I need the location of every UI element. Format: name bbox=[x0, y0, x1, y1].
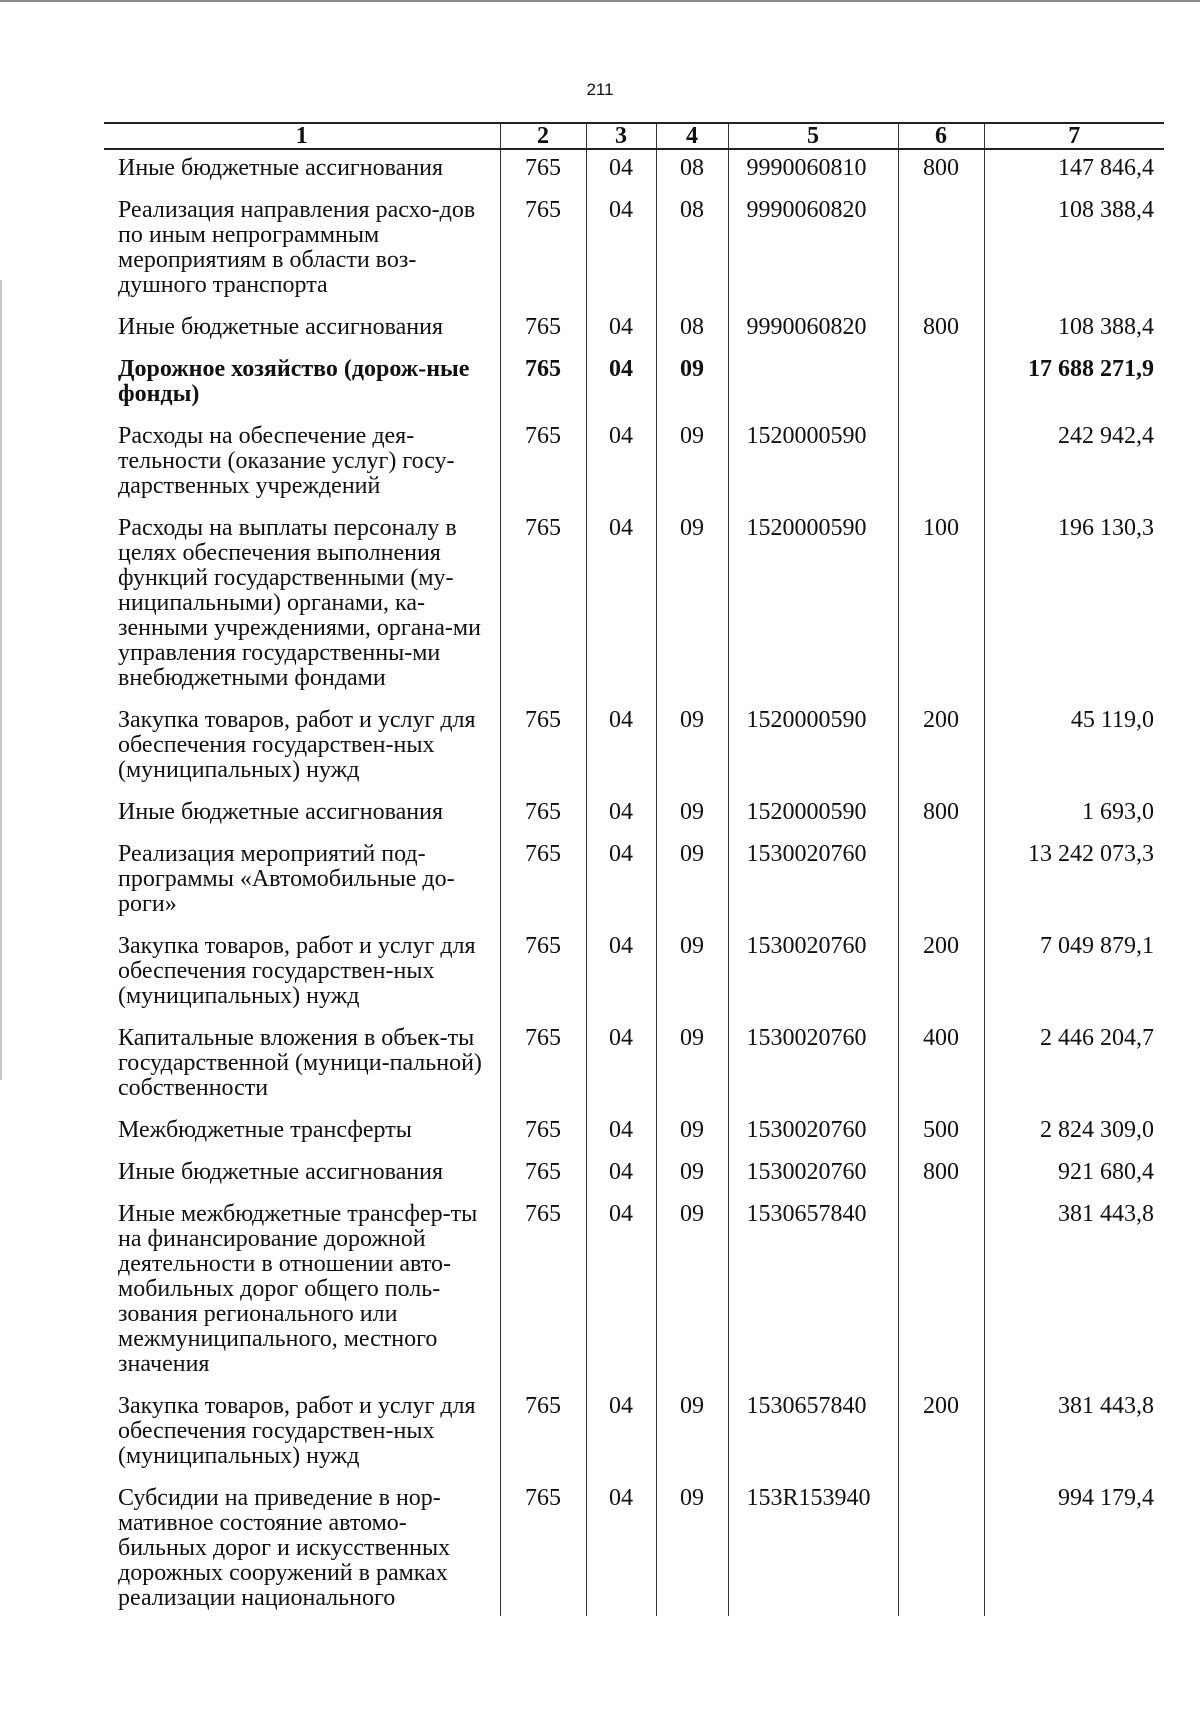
amount-cell: 381 443,8 bbox=[984, 1382, 1164, 1474]
expense-name-cell: Закупка товаров, работ и услуг для обеспечения государствен-ных (муниципальных) нужд bbox=[118, 707, 476, 783]
scan-edge-mark bbox=[0, 280, 2, 1080]
subsection-code-cell: 08 bbox=[656, 149, 728, 186]
expense-type-cell: 800 bbox=[898, 303, 984, 345]
expense-name-cell: Расходы на обеспечение дея-тельности (оказание услуг) госу-дарственных учреждений bbox=[118, 423, 455, 499]
expense-type-cell: 100 bbox=[898, 504, 984, 696]
column-header: 6 bbox=[898, 123, 984, 149]
ministry-code-cell: 765 bbox=[500, 696, 586, 788]
expense-type-cell: 800 bbox=[898, 149, 984, 186]
expense-name-cell: Закупка товаров, работ и услуг для обеспечения государствен-ных (муниципальных) нужд bbox=[118, 933, 476, 1009]
table-row bbox=[104, 1474, 1164, 1616]
expense-type-cell: 400 bbox=[898, 1014, 984, 1106]
expense-type-cell bbox=[898, 830, 984, 922]
ministry-code-cell: 765 bbox=[500, 504, 586, 696]
subsection-code-cell: 08 bbox=[656, 303, 728, 345]
section-code-cell: 04 bbox=[586, 1106, 656, 1148]
ministry-code-cell: 765 bbox=[500, 149, 586, 186]
table-row bbox=[104, 186, 1164, 303]
subsection-code-cell: 09 bbox=[656, 1148, 728, 1190]
target-article-cell: 1520000590 bbox=[728, 696, 898, 788]
table-row bbox=[104, 1014, 1164, 1106]
page-number: 211 bbox=[586, 80, 614, 99]
expense-name-cell: Закупка товаров, работ и услуг для обеспечения государствен-ных (муниципальных) нужд bbox=[118, 1393, 476, 1469]
section-code-cell: 04 bbox=[586, 1148, 656, 1190]
target-article-cell: 153R153940 bbox=[728, 1474, 898, 1616]
column-header: 5 bbox=[728, 123, 898, 149]
subsection-code-cell: 09 bbox=[656, 788, 728, 830]
target-article-cell: 1530657840 bbox=[728, 1190, 898, 1382]
ministry-code-cell: 765 bbox=[500, 788, 586, 830]
table-row bbox=[104, 303, 1164, 345]
amount-cell: 2 446 204,7 bbox=[984, 1014, 1164, 1106]
expense-name-cell: Иные бюджетные ассигнования bbox=[118, 1159, 443, 1185]
expense-name-cell: Субсидии на приведение в нор-мативное состояние автомо-бильных дорог и искусственных дорожных сооружений в рамках реализации национального bbox=[118, 1485, 451, 1611]
section-code-cell: 04 bbox=[586, 696, 656, 788]
expense-type-cell bbox=[898, 345, 984, 412]
amount-cell: 921 680,4 bbox=[984, 1148, 1164, 1190]
section-code-cell: 04 bbox=[586, 1190, 656, 1382]
target-article-cell: 9990060810 bbox=[728, 149, 898, 186]
section-code-cell: 04 bbox=[586, 1014, 656, 1106]
column-header: 7 bbox=[984, 123, 1164, 149]
ministry-code-cell: 765 bbox=[500, 1148, 586, 1190]
table-row bbox=[104, 830, 1164, 922]
column-header: 1 bbox=[104, 123, 500, 149]
section-code-cell: 04 bbox=[586, 186, 656, 303]
subsection-code-cell: 08 bbox=[656, 186, 728, 303]
target-article-cell bbox=[728, 345, 898, 412]
table-row bbox=[104, 788, 1164, 830]
expense-type-cell bbox=[898, 1190, 984, 1382]
ministry-code-cell: 765 bbox=[500, 1474, 586, 1616]
subsection-code-cell: 09 bbox=[656, 504, 728, 696]
amount-cell: 242 942,4 bbox=[984, 412, 1164, 504]
expense-name-cell: Реализация мероприятий под-программы «Автомобильные до-роги» bbox=[118, 841, 455, 917]
table-row bbox=[104, 696, 1164, 788]
section-code-cell: 04 bbox=[586, 830, 656, 922]
amount-cell: 1 693,0 bbox=[984, 788, 1164, 830]
subsection-code-cell: 09 bbox=[656, 830, 728, 922]
target-article-cell: 1520000590 bbox=[728, 504, 898, 696]
subsection-code-cell: 09 bbox=[656, 1190, 728, 1382]
column-header: 3 bbox=[586, 123, 656, 149]
section-code-cell: 04 bbox=[586, 303, 656, 345]
amount-cell: 147 846,4 bbox=[984, 149, 1164, 186]
target-article-cell: 9990060820 bbox=[728, 186, 898, 303]
subsection-code-cell: 09 bbox=[656, 1014, 728, 1106]
target-article-cell: 1530020760 bbox=[728, 922, 898, 1014]
section-code-cell: 04 bbox=[586, 1382, 656, 1474]
subsection-code-cell: 09 bbox=[656, 1382, 728, 1474]
expense-name-cell: Иные бюджетные ассигнования bbox=[118, 155, 443, 181]
subsection-code-cell: 09 bbox=[656, 1106, 728, 1148]
amount-cell: 196 130,3 bbox=[984, 504, 1164, 696]
target-article-cell: 1520000590 bbox=[728, 412, 898, 504]
amount-cell: 13 242 073,3 bbox=[984, 830, 1164, 922]
ministry-code-cell: 765 bbox=[500, 830, 586, 922]
table-row bbox=[104, 504, 1164, 696]
section-code-cell: 04 bbox=[586, 149, 656, 186]
table-body bbox=[104, 149, 1164, 1616]
expense-name-cell: Реализация направления расхо-дов по иным непрограммным мероприятиям в области воз-душного транспорта bbox=[118, 197, 476, 298]
amount-cell: 17 688 271,9 bbox=[984, 345, 1164, 412]
column-header: 4 bbox=[656, 123, 728, 149]
table-row bbox=[104, 1148, 1164, 1190]
target-article-cell: 1530020760 bbox=[728, 1106, 898, 1148]
expense-type-cell bbox=[898, 412, 984, 504]
ministry-code-cell: 765 bbox=[500, 412, 586, 504]
budget-table bbox=[104, 122, 1164, 1616]
section-code-cell: 04 bbox=[586, 345, 656, 412]
table-row bbox=[104, 345, 1164, 412]
target-article-cell: 1530020760 bbox=[728, 1014, 898, 1106]
header-row bbox=[104, 123, 1164, 149]
amount-cell: 108 388,4 bbox=[984, 186, 1164, 303]
section-code-cell: 04 bbox=[586, 788, 656, 830]
expense-name-cell: Иные межбюджетные трансфер-ты на финансирование дорожной деятельности в отношении авто-мобильных дорог общего поль-зования регионального или межмуниципального, местного значения bbox=[118, 1201, 478, 1377]
amount-cell: 108 388,4 bbox=[984, 303, 1164, 345]
ministry-code-cell: 765 bbox=[500, 1190, 586, 1382]
expense-name-cell: Иные бюджетные ассигнования bbox=[118, 799, 443, 825]
table-row bbox=[104, 412, 1164, 504]
ministry-code-cell: 765 bbox=[500, 345, 586, 412]
table-row bbox=[104, 1190, 1164, 1382]
expense-type-cell bbox=[898, 1474, 984, 1616]
amount-cell: 2 824 309,0 bbox=[984, 1106, 1164, 1148]
target-article-cell: 1530657840 bbox=[728, 1382, 898, 1474]
ministry-code-cell: 765 bbox=[500, 303, 586, 345]
target-article-cell: 1530020760 bbox=[728, 830, 898, 922]
section-code-cell: 04 bbox=[586, 1474, 656, 1616]
expense-type-cell: 200 bbox=[898, 1382, 984, 1474]
ministry-code-cell: 765 bbox=[500, 1014, 586, 1106]
target-article-cell: 9990060820 bbox=[728, 303, 898, 345]
section-code-cell: 04 bbox=[586, 922, 656, 1014]
amount-cell: 45 119,0 bbox=[984, 696, 1164, 788]
expense-name-cell: Межбюджетные трансферты bbox=[118, 1117, 412, 1143]
ministry-code-cell: 765 bbox=[500, 1106, 586, 1148]
expense-type-cell: 800 bbox=[898, 788, 984, 830]
ministry-code-cell: 765 bbox=[500, 1382, 586, 1474]
section-code-cell: 04 bbox=[586, 504, 656, 696]
table-row bbox=[104, 1382, 1164, 1474]
expense-type-cell: 800 bbox=[898, 1148, 984, 1190]
amount-cell: 994 179,4 bbox=[984, 1474, 1164, 1616]
subsection-code-cell: 09 bbox=[656, 922, 728, 1014]
subsection-code-cell: 09 bbox=[656, 345, 728, 412]
ministry-code-cell: 765 bbox=[500, 922, 586, 1014]
expense-name-cell: Иные бюджетные ассигнования bbox=[118, 314, 443, 340]
table-row bbox=[104, 922, 1164, 1014]
table-row bbox=[104, 149, 1164, 186]
target-article-cell: 1530020760 bbox=[728, 1148, 898, 1190]
table-row bbox=[104, 1106, 1164, 1148]
ministry-code-cell: 765 bbox=[500, 186, 586, 303]
amount-cell: 7 049 879,1 bbox=[984, 922, 1164, 1014]
section-code-cell: 04 bbox=[586, 412, 656, 504]
table-header bbox=[104, 123, 1164, 149]
expense-name-cell: Дорожное хозяйство (дорож-ные фонды) bbox=[118, 356, 470, 407]
page-top-rule bbox=[0, 0, 1200, 2]
target-article-cell: 1520000590 bbox=[728, 788, 898, 830]
subsection-code-cell: 09 bbox=[656, 1474, 728, 1616]
expense-type-cell: 200 bbox=[898, 696, 984, 788]
subsection-code-cell: 09 bbox=[656, 412, 728, 504]
expense-name-cell: Расходы на выплаты персоналу в целях обеспечения выполнения функций государственными (му-ниципальными) органами, ка-зенными учреждениями, органа-ми управления государственны-ми внебюджетными фондами bbox=[118, 515, 481, 691]
expense-type-cell: 200 bbox=[898, 922, 984, 1014]
amount-cell: 381 443,8 bbox=[984, 1190, 1164, 1382]
expense-type-cell bbox=[898, 186, 984, 303]
column-header: 2 bbox=[500, 123, 586, 149]
expense-name-cell: Капитальные вложения в объек-ты государственной (муници-пальной) собственности bbox=[118, 1025, 482, 1101]
subsection-code-cell: 09 bbox=[656, 696, 728, 788]
expense-type-cell: 500 bbox=[898, 1106, 984, 1148]
